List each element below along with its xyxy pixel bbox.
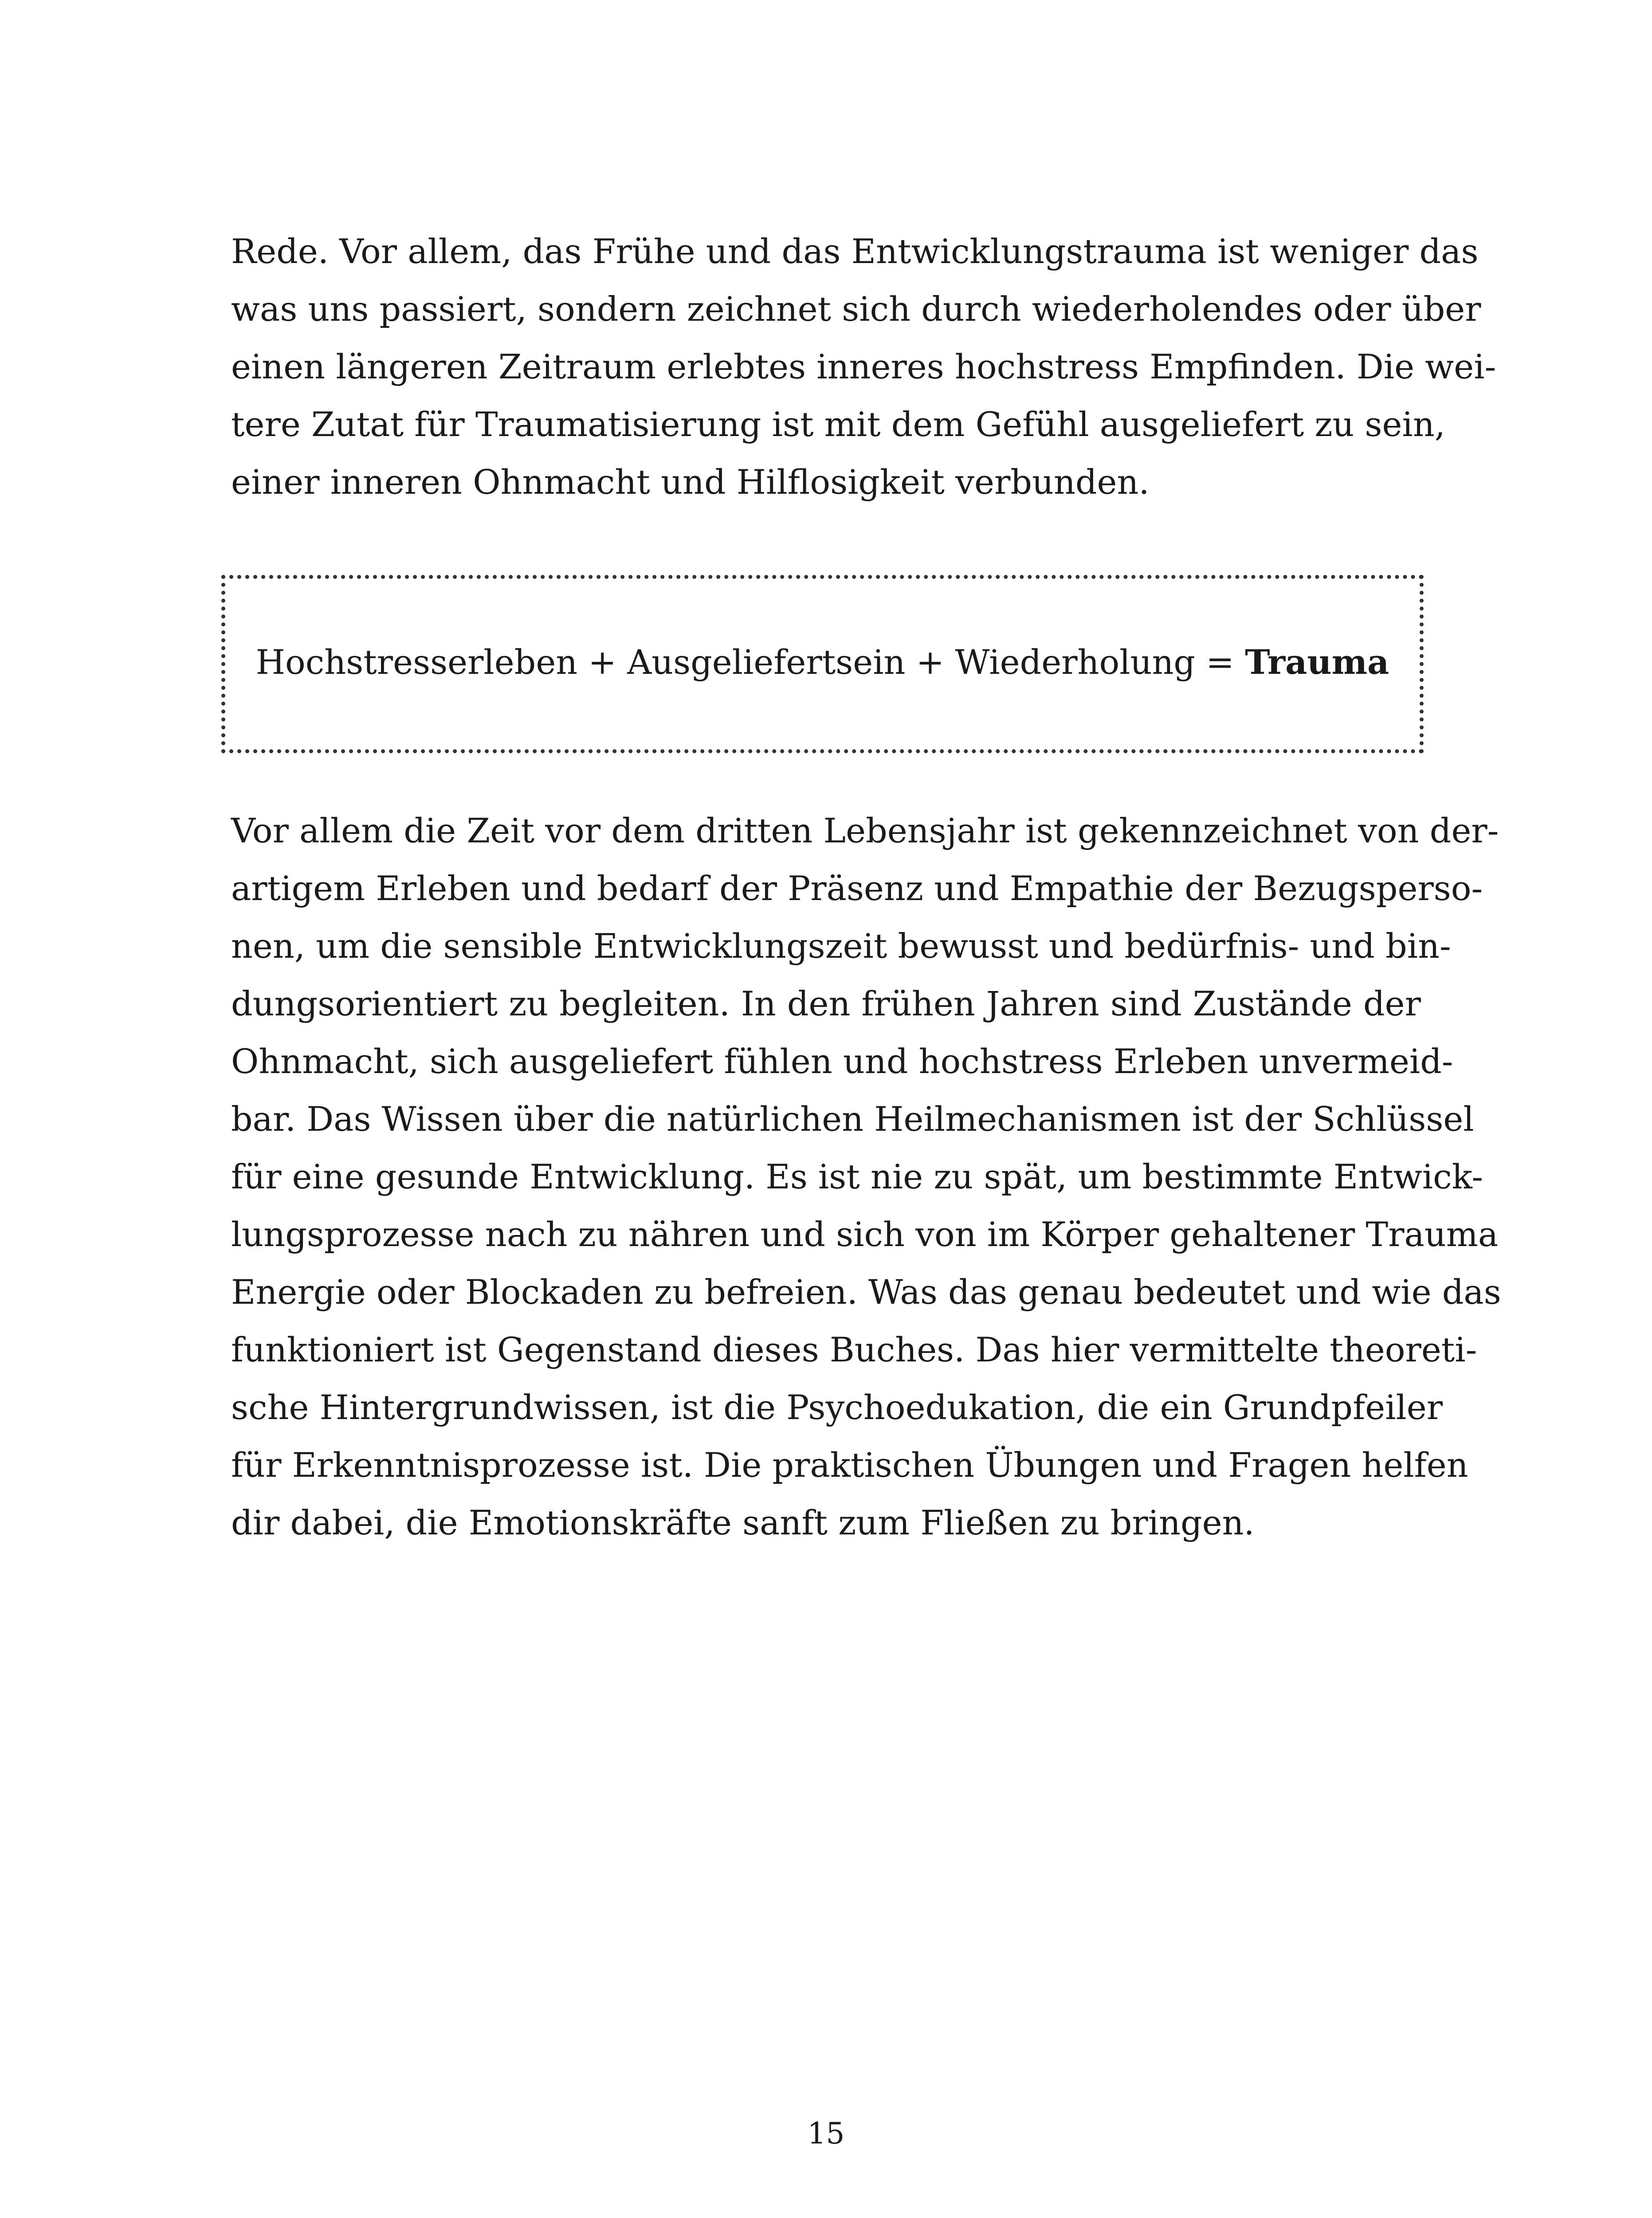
paragraph-line: Energie oder Blockaden zu befreien. Was das genau bedeutet und wie das	[231, 1272, 1501, 1312]
formula	[225, 638, 1420, 687]
formula-box	[221, 575, 1424, 753]
paragraph-line: einen längeren Zeitraum erlebtes inneres hochstress Empfinden. Die wei-	[231, 347, 1496, 386]
paragraph-line: sche Hintergrundwissen, ist die Psychoedukation, die ein Grundpfeiler	[231, 1388, 1443, 1427]
paragraph-line: für eine gesunde Entwicklung. Es ist nie zu spät, um bestimmte Entwick-	[231, 1157, 1483, 1196]
paragraph-line: Vor allem die Zeit vor dem dritten Lebensjahr ist gekennzeichnet von der-	[231, 811, 1499, 850]
formula-terms: Hochstresserleben + Ausgeliefertsein + Wiederholung =	[255, 642, 1245, 682]
paragraph-line: dir dabei, die Emotionskräfte sanft zum Fließen zu bringen.	[231, 1503, 1255, 1542]
paragraph-line: artigem Erleben und bedarf der Präsenz und Empathie der Bezugsperso-	[231, 869, 1483, 908]
paragraph-line: nen, um die sensible Entwicklungszeit bewusst und bedürfnis- und bin-	[231, 926, 1451, 966]
paragraph-line: lungsprozesse nach zu nähren und sich von im Körper gehaltener Trauma	[231, 1215, 1499, 1254]
paragraph-line: Rede. Vor allem, das Frühe und das Entwicklungstrauma ist weniger das	[231, 232, 1479, 271]
paragraph-line: einer inneren Ohnmacht und Hilflosigkeit verbunden.	[231, 462, 1150, 502]
paragraph-line: funktioniert ist Gegenstand dieses Buches. Das hier vermittelte theoreti-	[231, 1330, 1477, 1369]
paragraph-line: Ohnmacht, sich ausgeliefert fühlen und hochstress Erleben unvermeid-	[231, 1042, 1453, 1081]
formula-result: Trauma	[1245, 642, 1389, 682]
paragraph-line: für Erkenntnisprozesse ist. Die praktischen Übungen und Fragen helfen	[231, 1445, 1468, 1485]
page-number: 15	[807, 2116, 845, 2151]
paragraph-1	[231, 223, 1496, 511]
paragraph-line: bar. Das Wissen über die natürlichen Heilmechanismen ist der Schlüssel	[231, 1099, 1474, 1139]
paragraph-2	[231, 802, 1501, 1552]
paragraph-line: was uns passiert, sondern zeichnet sich durch wiederholendes oder über	[231, 289, 1481, 329]
paragraph-line: tere Zutat für Traumatisierung ist mit dem Gefühl ausgeliefert zu sein,	[231, 405, 1445, 444]
paragraph-line: dungsorientiert zu begleiten. In den frühen Jahren sind Zustände der	[231, 984, 1421, 1023]
